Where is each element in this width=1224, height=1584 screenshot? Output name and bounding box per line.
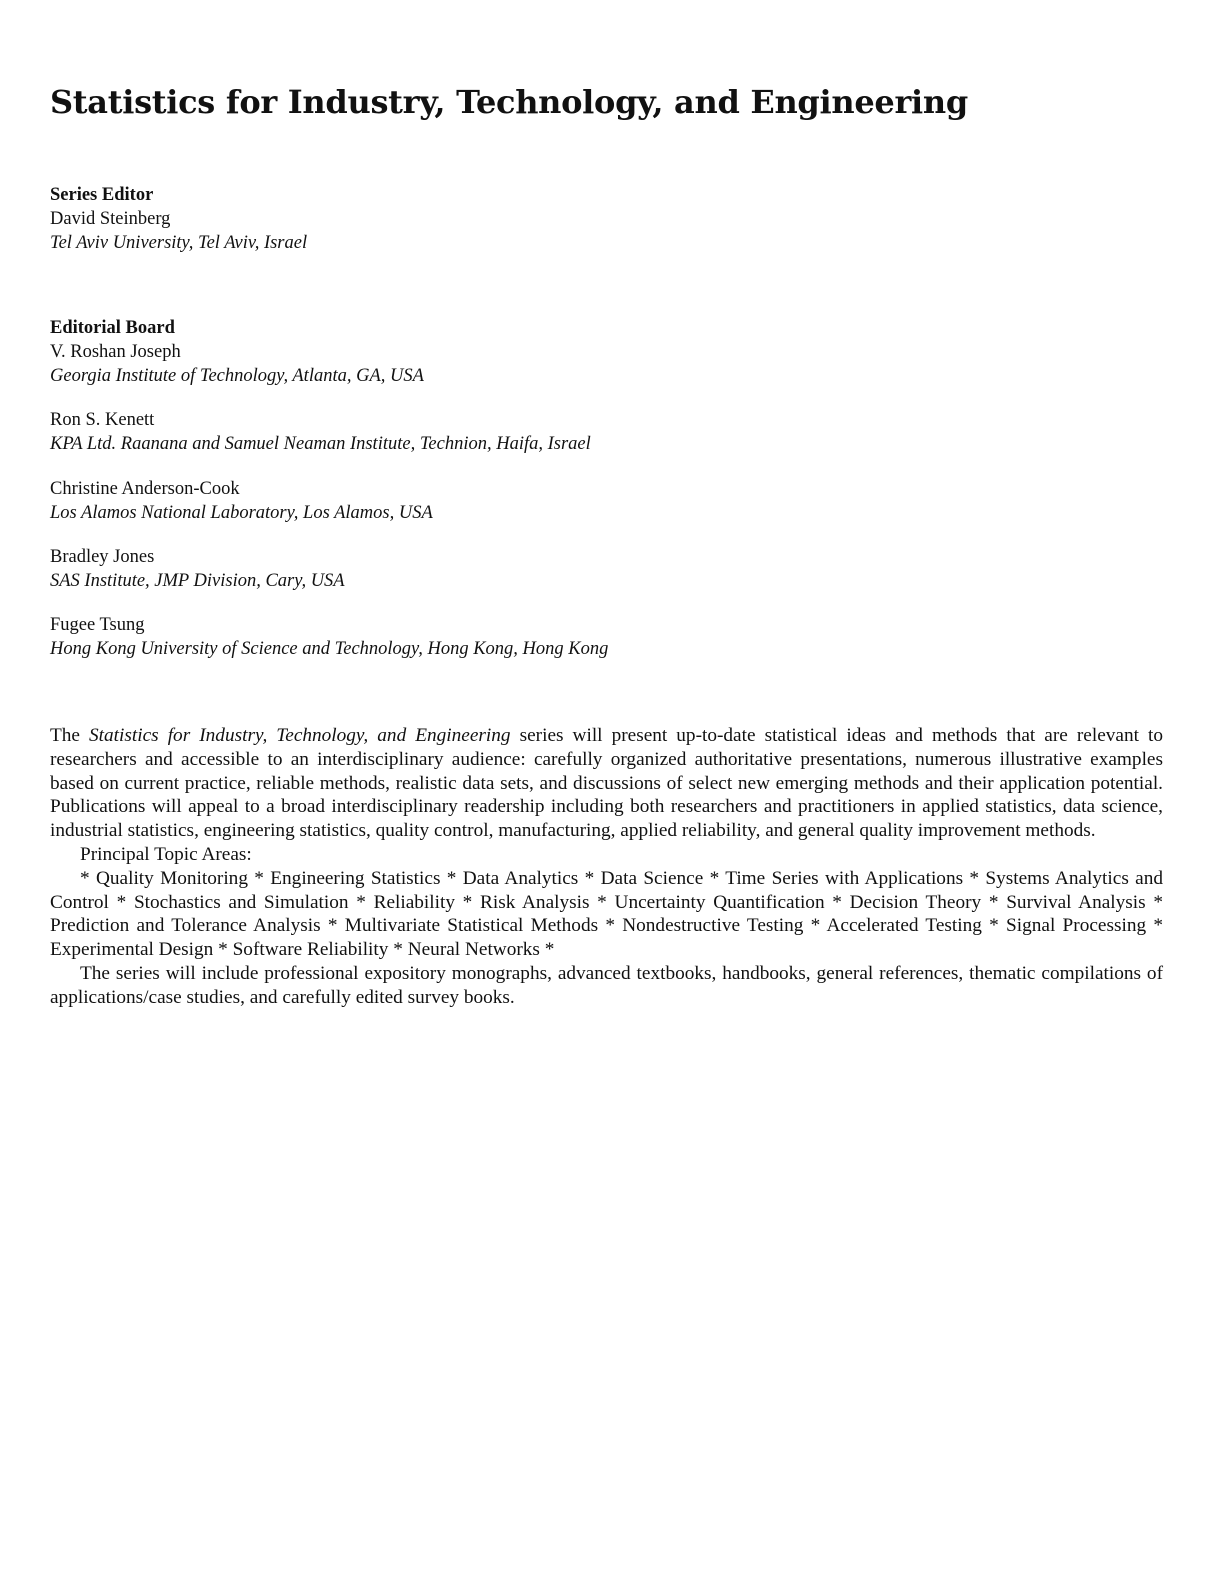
intro-text: series will present up-to-date statistical ideas and methods that are relevant to researchers and accessible to an interdisciplinary audience: carefully organized authoritative presentations, numerous illustrative examples based on current practice, reliable methods, realistic data sets, and discussions of select new emerging methods and their application potential. Publications will appeal to a broad interdisciplinary readership including both researchers and practitioners in applied statistics, data science, industrial statistics, engineering statistics, quality control, manufacturing, applied reliability, and general quality improvement methods.	[50, 725, 1164, 842]
description-intro-paragraph	[50, 724, 1163, 843]
board-member	[50, 408, 591, 456]
board-member-affiliation: KPA Ltd. Raanana and Samuel Neaman Institute, Technion, Haifa, Israel	[50, 434, 591, 454]
page-title: Statistics for Industry, Technology, and Engineering	[50, 83, 968, 121]
board-member	[50, 477, 433, 525]
board-member-name: V. Roshan Joseph	[50, 342, 181, 362]
board-member-affiliation: Georgia Institute of Technology, Atlanta, GA, USA	[50, 366, 424, 386]
series-editor-section	[50, 183, 307, 255]
intro-series-name: Statistics for Industry, Technology, and Engineering	[89, 725, 511, 746]
intro-prefix: The	[50, 725, 90, 746]
board-member-name: Fugee Tsung	[50, 615, 145, 635]
board-member-name: Christine Anderson-Cook	[50, 479, 240, 499]
board-member-affiliation: Los Alamos National Laboratory, Los Alamos, USA	[50, 503, 433, 523]
board-member-name: Ron S. Kenett	[50, 410, 155, 430]
topic-areas-list: * Quality Monitoring * Engineering Statistics * Data Analytics * Data Science * Time Series with Applications * Systems Analytics and Control * Stochastics and Simulation * Reliability * Risk Analysis * Uncertainty Quantification * Decision Theory * Survival Analysis * Prediction and Tolerance Analysis * Multivariate Statistical Methods * Nondestructive Testing * Accelerated Testing * Signal Processing * Experimental Design * Software Reliability * Neural Networks *	[50, 867, 1163, 961]
topic-areas-heading: Principal Topic Areas:	[80, 843, 252, 865]
series-editor-heading: Series Editor	[50, 185, 154, 205]
board-member-name: Bradley Jones	[50, 547, 155, 567]
board-member	[50, 613, 608, 661]
board-member-affiliation: Hong Kong University of Science and Technology, Hong Kong, Hong Kong	[50, 639, 609, 659]
series-editor-affiliation: Tel Aviv University, Tel Aviv, Israel	[50, 233, 308, 253]
closing-paragraph: The series will include professional expository monographs, advanced textbooks, handbooks, general references, thematic compilations of applications/case studies, and carefully edited survey books.	[50, 962, 1163, 1008]
board-member	[50, 340, 424, 388]
editorial-board-section	[50, 316, 175, 340]
editorial-board-heading: Editorial Board	[50, 318, 175, 338]
series-description	[50, 724, 1163, 1010]
board-member	[50, 545, 345, 593]
series-editor-name: David Steinberg	[50, 209, 171, 229]
board-member-affiliation: SAS Institute, JMP Division, Cary, USA	[50, 571, 345, 591]
